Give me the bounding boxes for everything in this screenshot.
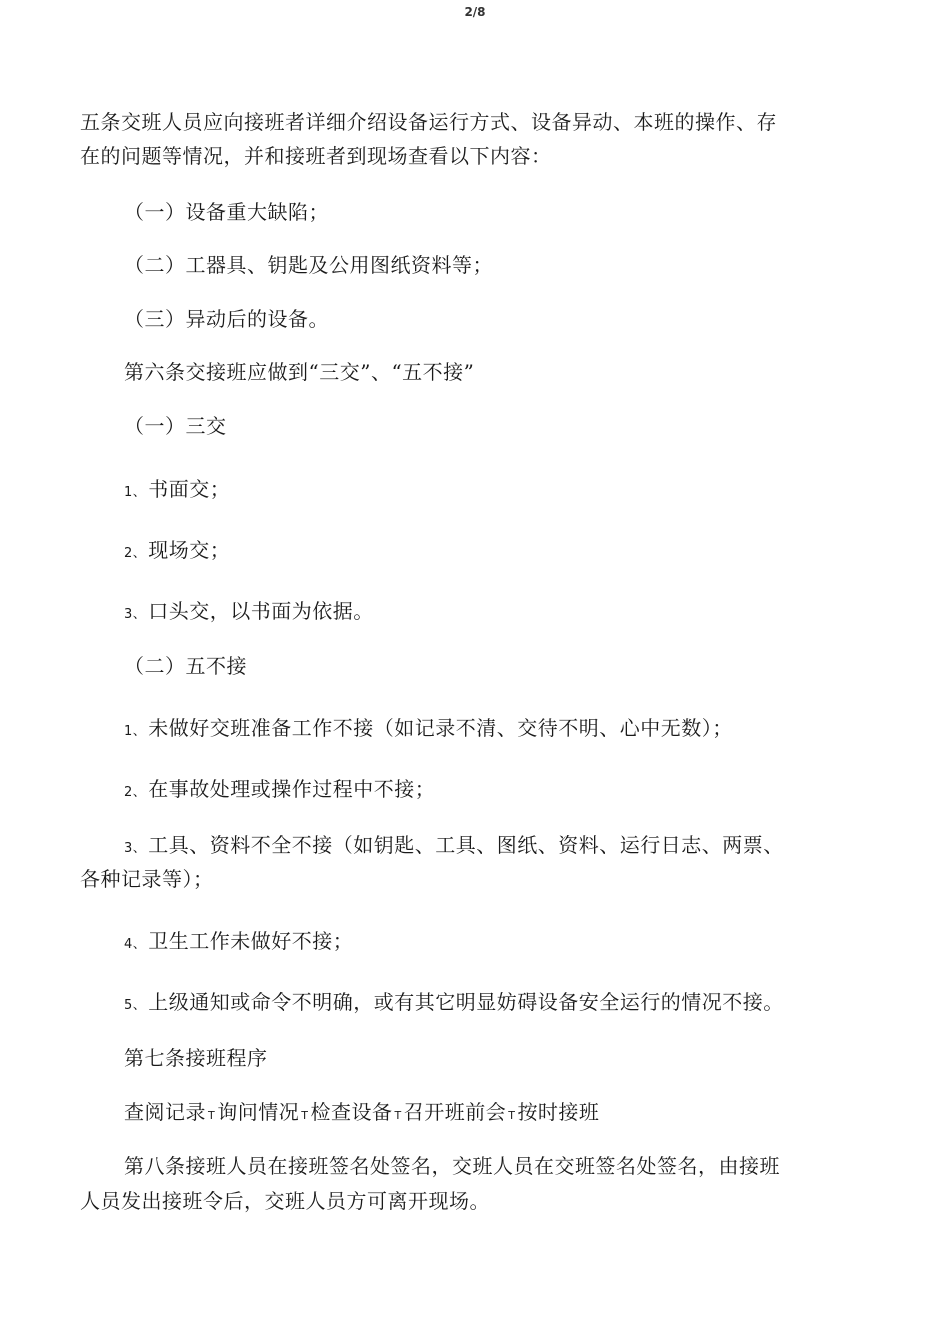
item-text: 上级通知或命令不明确，或有其它明显妨碍设备安全运行的情况不接。 (148, 990, 784, 1014)
item-number: 5、 (124, 998, 147, 1013)
list-item (124, 925, 353, 961)
arrow-icon: T (508, 1109, 516, 1122)
list-item: （三）异动后的设备。 (124, 307, 329, 331)
item-text: 现场交； (148, 538, 231, 562)
item-number: 1、 (124, 724, 147, 739)
list-item: （二）工器具、钥匙及公用图纸资料等； (124, 253, 493, 277)
article-heading: 第七条接班程序 (124, 1046, 268, 1070)
list-item (124, 534, 230, 570)
article-heading: 第六条交接班应做到“三交”、“五不接” (124, 360, 475, 384)
list-item (124, 473, 230, 509)
item-text: 书面交； (148, 477, 231, 501)
paragraph-line: 各种记录等）； (80, 867, 214, 891)
paragraph-line: 五条交班人员应向接班者详细介绍设备运行方式、设备异动、本班的操作、存 (80, 110, 777, 134)
item-number: 2、 (124, 546, 147, 561)
flow-step: 召开班前会 (403, 1100, 507, 1124)
list-item (124, 595, 374, 631)
list-item (124, 986, 784, 1022)
item-text: 口头交，以书面为依据。 (148, 599, 374, 623)
flow-step: 查阅记录 (124, 1100, 206, 1124)
list-item (124, 773, 435, 809)
arrow-icon: T (208, 1109, 216, 1122)
item-text: 在事故处理或操作过程中不接； (148, 777, 436, 801)
flow-step: 按时接班 (517, 1100, 600, 1124)
item-number: 2、 (124, 785, 147, 800)
item-text: 工具、资料不全不接（如钥匙、工具、图纸、资料、运行日志、两票、 (148, 833, 784, 857)
item-number: 3、 (124, 607, 147, 622)
section-heading: （二）五不接 (124, 654, 247, 678)
list-item (124, 712, 733, 748)
flow-step: 检查设备 (310, 1100, 393, 1124)
flow-step: 询问情况 (217, 1100, 300, 1124)
section-heading: （一）三交 (124, 414, 227, 438)
paragraph-line: 人员发出接班令后，交班人员方可离开现场。 (80, 1189, 490, 1213)
arrow-icon: T (301, 1109, 309, 1122)
paragraph-line: 第八条接班人员在接班签名处签名，交班人员在交班签名处签名，由接班 (124, 1154, 780, 1178)
item-number: 1、 (124, 485, 147, 500)
item-text: 未做好交班准备工作不接（如记录不清、交待不明、心中无数）； (148, 716, 733, 740)
process-flow (124, 1096, 599, 1132)
list-item: （一）设备重大缺陷； (124, 200, 329, 224)
page-number: 2/8 (464, 5, 486, 19)
item-number: 4、 (124, 937, 147, 952)
item-text: 卫生工作未做好不接； (148, 929, 354, 953)
arrow-icon: T (394, 1109, 402, 1122)
paragraph-line: 在的问题等情况，并和接班者到现场查看以下内容： (80, 144, 552, 168)
item-number: 3、 (124, 841, 147, 856)
list-item (124, 829, 784, 865)
